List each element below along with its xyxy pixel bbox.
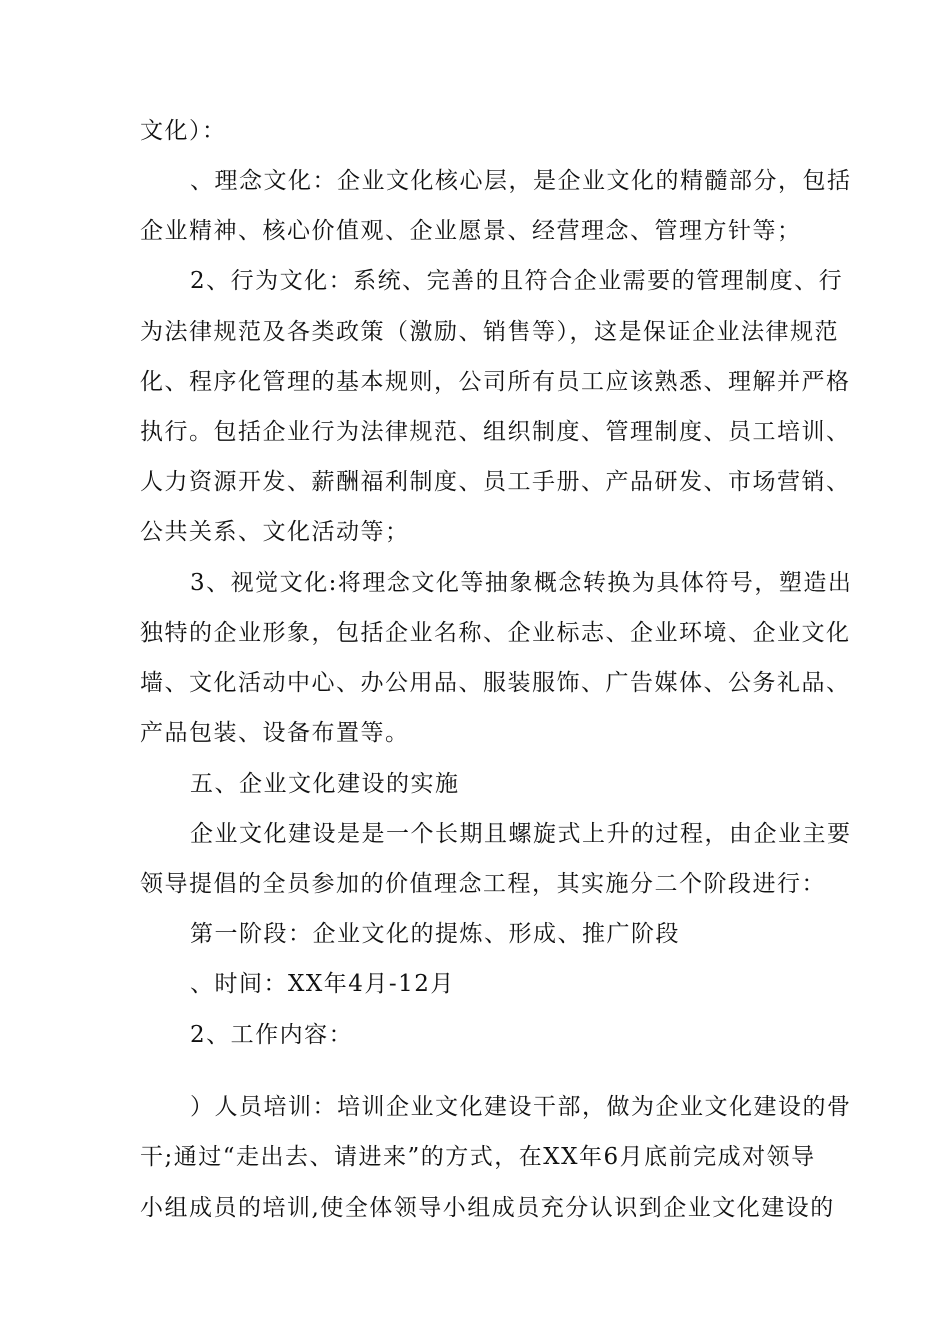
text-line: 、时间：XX年4月-12月	[190, 971, 455, 997]
text-line: 企业精神、核心价值观、企业愿景、经营理念、管理方针等；	[140, 218, 802, 244]
text-line: 为法律规范及各类政策（激励、销售等），这是保证企业法律规范	[140, 319, 839, 345]
text-line: 人力资源开发、薪酬福利制度、员工手册、产品研发、市场营销、	[140, 469, 851, 495]
text-line: 执行。包括企业行为法律规范、组织制度、管理制度、员工培训、	[140, 419, 851, 445]
text-line: 第一阶段：企业文化的提炼、形成、推广阶段	[190, 921, 680, 947]
text-line: 领导提倡的全员参加的价值理念工程，其实施分二个阶段进行：	[140, 871, 826, 897]
section-heading: 五、企业文化建设的实施	[190, 771, 460, 797]
text-line: 墙、文化活动中心、办公用品、服装服饰、广告媒体、公务礼品、	[140, 670, 851, 696]
text-line: 小组成员的培训,使全体领导小组成员充分认识到企业文化建设的	[140, 1195, 835, 1221]
text-line: 2、工作内容：	[190, 1022, 354, 1048]
text-line: ）人员培训：培训企业文化建设干部，做为企业文化建设的骨	[190, 1094, 852, 1120]
text-line: 、理念文化：企业文化核心层，是企业文化的精髓部分，包括	[190, 168, 852, 194]
text-line: 公共关系、文化活动等；	[140, 519, 410, 545]
text-line: 企业文化建设是是一个长期且螺旋式上升的过程，由企业主要	[190, 821, 852, 847]
text-line: 独特的企业形象，包括企业名称、企业标志、企业环境、企业文化	[140, 620, 851, 646]
text-line: 2、行为文化：系统、完善的且符合企业需要的管理制度、行	[190, 268, 844, 294]
text-line: 文化）：	[140, 118, 227, 144]
text-line: 3、视觉文化:将理念文化等抽象概念转换为具体符号，塑造出	[190, 570, 853, 596]
text-line: 化、程序化管理的基本规则，公司所有员工应该熟悉、理解并严格	[140, 369, 851, 395]
text-line: 产品包装、设备布置等。	[140, 720, 410, 746]
text-line: 干;通过“走出去、请进来”的方式，在XX年6月底前完成对领导	[140, 1144, 816, 1170]
